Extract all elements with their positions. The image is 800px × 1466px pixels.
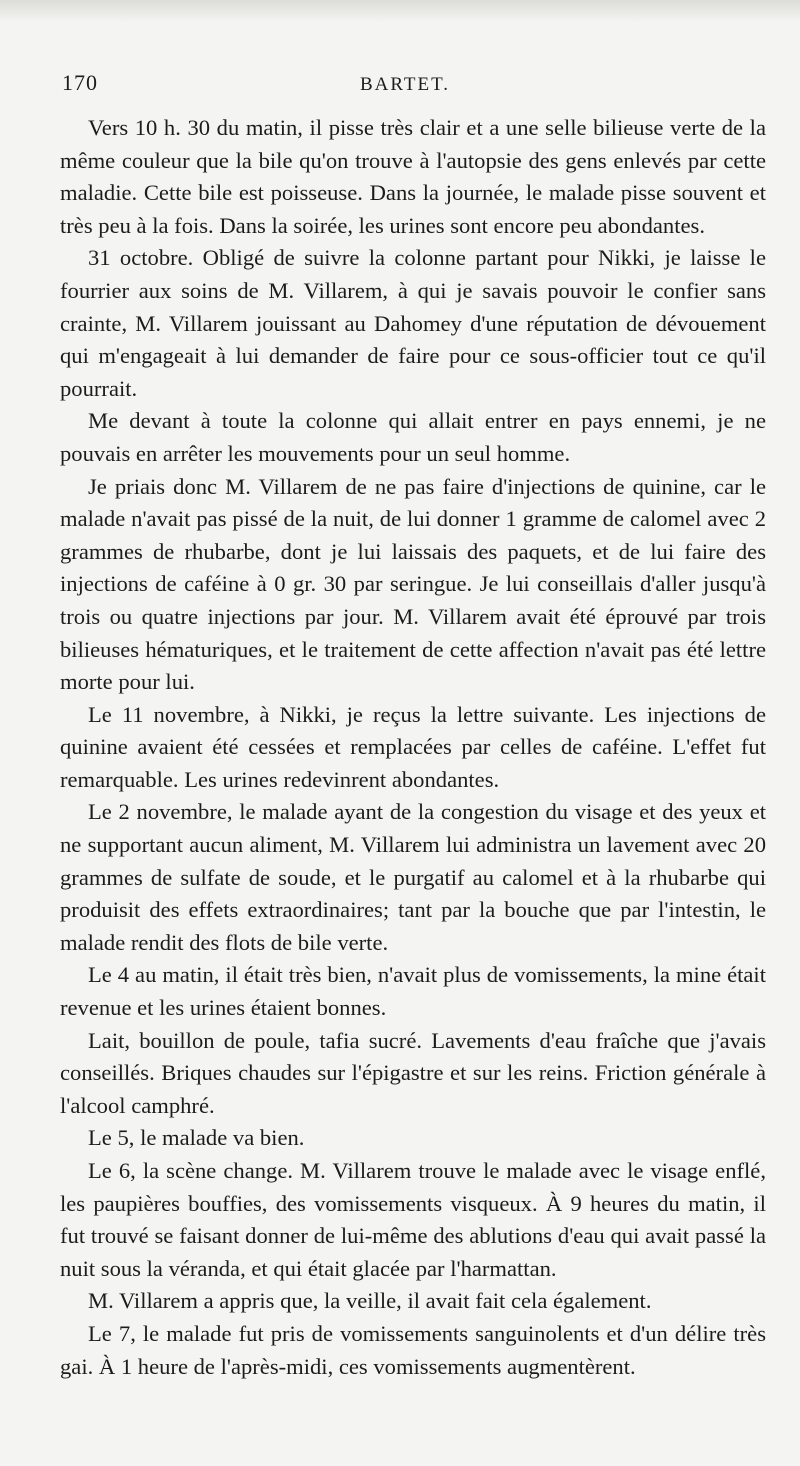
running-head: BARTET.: [359, 74, 451, 95]
paragraph: Lait, bouillon de poule, tafia sucré. Lavements d'eau fraîche que j'avais conseillés. Briques chaudes sur l'épigastre et sur les reins. Friction générale à l'alcool camphré.: [60, 1027, 766, 1118]
paragraph: 31 octobre. Obligé de suivre la colonne partant pour Nikki, je laisse le fourrier aux soins de M. Villarem, à qui je savais pouvoir le confier sans crainte, M. Villarem jouissant au Dahomey d'une réputation de dévouement qui m'engageait à lui demander de faire pour ce sous-officier tout ce qu'il pourrait.: [60, 245, 766, 401]
paragraph: Le 11 novembre, à Nikki, je reçus la lettre suivante. Les injections de quinine avaient été cessées et remplacées par celles de caféine. L'effet fut remarquable. Les urines redevinrent abondantes.: [60, 701, 766, 792]
paragraph: Me devant à toute la colonne qui allait entrer en pays ennemi, je ne pouvais en arrêter les mouvements pour un seul homme.: [60, 408, 766, 466]
paragraph: Je priais donc M. Villarem de ne pas faire d'injections de quinine, car le malade n'avait pas pissé de la nuit, de lui donner 1 gramme de calomel avec 2 grammes de rhubarbe, dont je lui laissais des paquets, et de lui faire des injections de caféine à 0 gr. 30 par seringue. Je lui conseillais d'aller jusqu'à trois ou quatre injections par jour. M. Villarem avait été éprouvé par trois bilieuses hématuriques, et le traitement de cette affection n'avait pas été lettre morte pour lui.: [60, 473, 766, 695]
paragraph: M. Villarem a appris que, la veille, il avait fait cela également.: [88, 1288, 652, 1314]
paragraph: Le 2 novembre, le malade ayant de la congestion du visage et des yeux et ne supportant aucun aliment, M. Villarem lui administra un lavement avec 20 grammes de sulfate de soude, et le purgatif au calomel et à la rhubarbe qui produisit des effets extraordinaires; tant par la bouche que par l'intestin, le malade rendit des flots de bile verte.: [60, 799, 766, 955]
page-top-edge: [0, 0, 800, 22]
page-header: [60, 70, 750, 104]
paragraph: Vers 10 h. 30 du matin, il pisse très clair et a une selle bilieuse verte de la même couleur que la bile qu'on trouve à l'autopsie des gens enlevés par cette maladie. Cette bile est poisseuse. Dans la journée, le malade pisse souvent et très peu à la fois. Dans la soirée, les urines sont encore peu abondantes.: [60, 115, 766, 238]
paragraph: Le 6, la scène change. M. Villarem trouve le malade avec le visage enflé, les paupières bouffies, des vomissements visqueux. À 9 heures du matin, il fut trouvé se faisant donner de lui-même des ablutions d'eau qui avait passé la nuit sous la véranda, et qui était glacée par l'harmattan.: [60, 1158, 766, 1281]
paragraph: Le 5, le malade va bien.: [88, 1125, 305, 1151]
paragraph: Le 4 au matin, il était très bien, n'avait plus de vomissements, la mine était revenue et les urines étaient bonnes.: [60, 962, 766, 1021]
paragraph: Le 7, le malade fut pris de vomissements sanguinolents et d'un délire très gai. À 1 heure de l'après-midi, ces vomissements augmentèrent.: [60, 1320, 766, 1379]
page-number: 170: [62, 70, 98, 95]
body-text: [60, 112, 766, 1383]
